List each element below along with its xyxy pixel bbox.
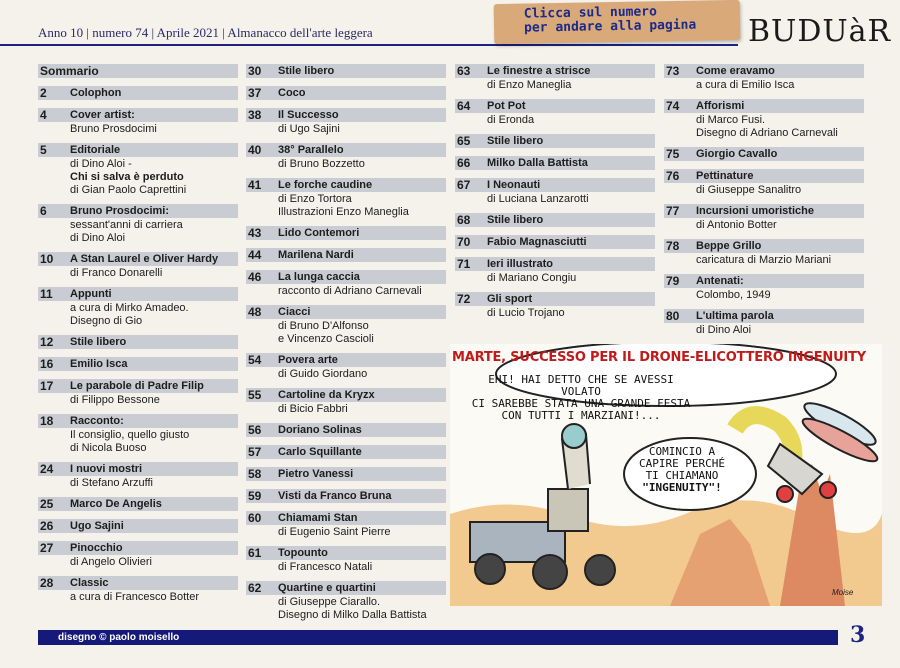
toc-entry-subtitle: Disegno di Milko Dalla Battista (278, 609, 427, 621)
page-number-link[interactable]: 75 (666, 147, 680, 161)
toc-entry-subtitle: di Nicola Buoso (70, 442, 147, 454)
toc-column-3 (455, 63, 655, 326)
toc-column-4 (664, 63, 864, 343)
toc-entry[interactable] (38, 251, 238, 280)
toc-entry[interactable] (38, 203, 238, 245)
page-number-link[interactable]: 74 (666, 99, 680, 113)
page-number-link[interactable]: 58 (248, 467, 262, 481)
note-line-1: Clicca sul numero (523, 4, 658, 22)
toc-entry[interactable] (38, 334, 238, 350)
toc-entry[interactable] (455, 133, 655, 149)
toc-entry[interactable] (455, 291, 655, 320)
toc-entry-subtitle: di Franco Donarelli (70, 267, 163, 279)
page-number-link[interactable]: 17 (40, 379, 54, 393)
toc-entry[interactable] (38, 286, 238, 328)
toc-entry[interactable] (246, 225, 446, 241)
top-rule (0, 44, 738, 46)
toc-entry[interactable] (664, 146, 864, 162)
toc-entry[interactable] (246, 352, 446, 381)
toc-entry-title: Appunti (70, 288, 112, 300)
toc-entry-title: I Neonauti (487, 179, 541, 191)
toc-entry[interactable] (455, 98, 655, 127)
toc-entry[interactable] (246, 488, 446, 504)
bubble-1-line: CI SAREBBE STATA UNA GRANDE FESTA (471, 397, 691, 410)
toc-entry-title: Incursioni umoristiche (696, 205, 814, 217)
toc-entry-subtitle: Bruno Prosdocimi (70, 123, 157, 135)
toc-entry-subtitle: di Mariano Congiu (487, 272, 577, 284)
note-line-2: per andare alla pagina (523, 17, 697, 36)
toc-entry[interactable] (455, 234, 655, 250)
toc-entry-subtitle: Disegno di Gio (70, 315, 143, 327)
toc-entry-title: Gli sport (487, 293, 533, 305)
toc-entry-title: Visti da Franco Bruna (278, 490, 392, 502)
toc-entry[interactable] (664, 168, 864, 197)
toc-entry-title: Fabio Magnasciutti (487, 236, 587, 248)
toc-entry[interactable] (38, 378, 238, 407)
page-number-link[interactable]: 24 (40, 462, 54, 476)
toc-entry-title: Le parabole di Padre Filip (70, 380, 204, 392)
toc-entry-title: A Stan Laurel e Oliver Hardy (70, 253, 219, 265)
toc-entry-title: Stile libero (70, 336, 127, 348)
toc-entry-title: Ciacci (278, 306, 311, 318)
toc-entry-title: Pinocchio (70, 542, 123, 554)
toc-entry-subtitle: Il consiglio, quello giusto (70, 429, 190, 441)
toc-entry-title: Lido Contemori (278, 227, 360, 239)
toc-entry[interactable] (38, 518, 238, 534)
toc-entry[interactable] (38, 107, 238, 136)
toc-entry-subtitle: di Bicio Fabbri (278, 403, 348, 415)
toc-entry-title: Ugo Sajini (70, 520, 124, 532)
toc-entry[interactable] (246, 580, 446, 622)
toc-column-1 (38, 63, 238, 610)
bubble-1-line: CON TUTTI I MARZIANI!... (501, 409, 661, 422)
page-number-link[interactable]: 60 (248, 511, 262, 525)
toc-entry[interactable] (246, 247, 446, 263)
toc-entry[interactable] (664, 273, 864, 302)
page-number-link[interactable]: 11 (40, 287, 53, 301)
toc-entry-subtitle: a cura di Mirko Amadeo. (70, 302, 189, 314)
toc-entry-title: Coco (278, 87, 306, 99)
bubble-2-line: CAPIRE PERCHÉ (638, 457, 726, 470)
bubble-2-line (620, 482, 744, 494)
toc-entry-subtitle: a cura di Emilio Isca (696, 79, 795, 91)
toc-entry-subtitle: di Eugenio Saint Pierre (278, 526, 391, 538)
toc-entry-title: Stile libero (278, 65, 335, 77)
toc-entry[interactable] (664, 308, 864, 337)
toc-entry-subtitle: caricatura di Marzio Mariani (696, 254, 832, 266)
page-number-link[interactable]: 2 (40, 86, 47, 100)
toc-entry[interactable] (664, 98, 864, 140)
page-number-link[interactable]: 71 (457, 257, 471, 271)
toc-entry-title: L'ultima parola (696, 310, 774, 322)
bubble-2-line: COMINCIO A (648, 445, 716, 458)
toc-entry[interactable] (455, 256, 655, 285)
toc-entry-title: Bruno Prosdocimi: (70, 205, 170, 217)
issue-line: Anno 10 | numero 74 | Aprile 2021 | Almanacco dell'arte leggera (38, 25, 373, 40)
page-number-link[interactable]: 65 (457, 134, 471, 148)
toc-entry-subtitle: di Bruno Bozzetto (278, 158, 365, 170)
toc-entry-title: Classic (70, 577, 109, 589)
page-number-link[interactable]: 4 (40, 108, 47, 122)
toc-entry-title: 38° Parallelo (278, 144, 344, 156)
toc-entry[interactable] (455, 155, 655, 171)
toc-entry-title: Marilena Nardi (278, 249, 354, 261)
toc-entry-subtitle: di Guido Giordano (278, 368, 368, 380)
speech-bubble-2 (620, 446, 744, 494)
cartoon-title: MARTE, SUCCESSO PER IL DRONE-ELICOTTERO INGENUITY (452, 350, 866, 365)
page-number-link[interactable]: 55 (248, 388, 262, 402)
toc-entry-title: Pietro Vanessi (278, 468, 354, 480)
page-number-link[interactable]: 56 (248, 423, 262, 437)
toc-entry[interactable] (246, 142, 446, 171)
toc-entry-subtitle: Chi si salva è perduto (70, 171, 184, 183)
toc-entry-title: Stile libero (487, 135, 544, 147)
page-number-link[interactable]: 48 (248, 305, 262, 319)
page-number-link[interactable]: 30 (248, 64, 262, 78)
toc-column-2 (246, 63, 446, 628)
page-number-link[interactable]: 40 (248, 143, 262, 157)
toc-entry-title: Carlo Squillante (278, 446, 362, 458)
magazine-logo: BUDUàR (748, 14, 892, 49)
bubble-2-line: TI CHIAMANO (645, 469, 719, 482)
toc-entry-title: Milko Dalla Battista (487, 157, 588, 169)
navigation-note (494, 0, 741, 44)
page-number-link[interactable]: 78 (666, 239, 680, 253)
toc-entry-subtitle: di Dino Aloi - (70, 158, 132, 170)
toc-entry-subtitle: sessant'anni di carriera (70, 219, 183, 231)
toc-entry[interactable] (246, 85, 446, 101)
toc-heading (38, 63, 238, 79)
toc-entry[interactable] (38, 461, 238, 490)
toc-entry-title: Editoriale (70, 144, 121, 156)
toc-entry-subtitle: di Antonio Botter (696, 219, 777, 231)
toc-entry-subtitle: di Angelo Olivieri (70, 556, 152, 568)
page-number-link[interactable]: 73 (666, 64, 680, 78)
page-number-link[interactable]: 38 (248, 108, 262, 122)
toc-entry[interactable] (455, 177, 655, 206)
toc-entry-subtitle: a cura di Francesco Botter (70, 591, 200, 603)
toc-entry-title: Antenati: (696, 275, 744, 287)
toc-entry-title: Pot Pot (487, 100, 526, 112)
toc-entry[interactable] (246, 63, 446, 79)
toc-entry-subtitle: Disegno di Adriano Carnevali (696, 127, 838, 139)
toc-entry-subtitle: di Enzo Tortora (278, 193, 352, 205)
toc-entry-title: Ieri illustrato (487, 258, 554, 270)
toc-entry[interactable] (246, 466, 446, 482)
page-number-link[interactable]: 10 (40, 252, 54, 266)
footer-credit: disegno © paolo moisello (58, 632, 180, 643)
page-number-link[interactable]: 28 (40, 576, 54, 590)
page-number-link[interactable]: 43 (248, 226, 262, 240)
toc-entry-title: Doriano Solinas (278, 424, 362, 436)
toc-entry-title: Le forche caudine (278, 179, 373, 191)
toc-entry-title: Giorgio Cavallo (696, 148, 778, 160)
toc-entry-subtitle: di Dino Aloi (70, 232, 126, 244)
toc-entry[interactable] (246, 444, 446, 460)
page-number-link[interactable]: 62 (248, 581, 262, 595)
page-number: 3 (850, 622, 866, 648)
page-number-link[interactable]: 44 (248, 248, 262, 262)
toc-entry-title: Topounto (278, 547, 328, 559)
page-number-link[interactable]: 5 (40, 143, 47, 157)
toc-entry[interactable] (664, 238, 864, 267)
page-number-link[interactable]: 59 (248, 489, 262, 503)
toc-entry[interactable] (246, 107, 446, 136)
artist-signature: Moise (832, 588, 854, 597)
toc-entry-title: La lunga caccia (278, 271, 360, 283)
toc-entry-title: Marco De Angelis (70, 498, 162, 510)
page-number-link[interactable]: 76 (666, 169, 680, 183)
page-number-link[interactable]: 41 (248, 178, 262, 192)
toc-entry-title: Stile libero (487, 214, 544, 226)
toc-entry-title: Beppe Grillo (696, 240, 762, 252)
page-number-link[interactable]: 80 (666, 309, 680, 323)
toc-entry-subtitle: di Filippo Bessone (70, 394, 160, 406)
toc-entry-title: Come eravamo (696, 65, 775, 77)
toc-entry[interactable] (455, 63, 655, 92)
toc-entry-subtitle: di Stefano Arzuffi (70, 477, 153, 489)
page-number-link[interactable]: 64 (457, 99, 471, 113)
toc-entry-title: Povera arte (278, 354, 338, 366)
toc-entry-subtitle: di Ugo Sajini (278, 123, 340, 135)
toc-entry[interactable] (455, 212, 655, 228)
toc-entry-subtitle: di Enzo Maneglia (487, 79, 572, 91)
page-number-link[interactable]: 26 (40, 519, 54, 533)
page-number-link[interactable]: 46 (248, 270, 262, 284)
page-number-link[interactable]: 68 (457, 213, 471, 227)
toc-entry[interactable] (38, 85, 238, 101)
toc-entry-subtitle: racconto di Adriano Carnevali (278, 285, 422, 297)
toc-entry[interactable] (246, 304, 446, 346)
page-number-link[interactable]: 57 (248, 445, 262, 459)
footer-bar (38, 630, 838, 645)
page-number-link[interactable]: 67 (457, 178, 471, 192)
toc-entry-title: Cartoline da Kryzx (278, 389, 375, 401)
page-number-link[interactable]: 72 (457, 292, 471, 306)
page-number-link[interactable]: 6 (40, 204, 47, 218)
toc-entry[interactable] (38, 356, 238, 372)
page-number-link[interactable]: 12 (40, 335, 54, 349)
toc-entry-title: Emilio Isca (70, 358, 128, 370)
page-number-link[interactable]: 27 (40, 541, 54, 555)
toc-entry-subtitle: di Francesco Natali (278, 561, 373, 573)
toc-entry-subtitle: di Bruno D'Alfonso (278, 320, 369, 332)
toc-entry[interactable] (246, 387, 446, 416)
toc-entry[interactable] (38, 575, 238, 604)
toc-entry-title: Le finestre a strisce (487, 65, 591, 77)
toc-entry-title: Cover artist: (70, 109, 135, 121)
toc-entry-subtitle: di Lucio Trojano (487, 307, 565, 319)
toc-entry[interactable] (664, 203, 864, 232)
toc-entry-subtitle: Colombo, 1949 (696, 289, 771, 301)
toc-entry-title: Chiamami Stan (278, 512, 358, 524)
toc-entry-subtitle: Illustrazioni Enzo Maneglia (278, 206, 409, 218)
toc-entry[interactable] (246, 422, 446, 438)
speech-bubble-1 (466, 374, 696, 422)
toc-entry-title: Racconto: (70, 415, 124, 427)
toc-title: Sommario (40, 64, 99, 78)
bubble-1-line: EHI! HAI DETTO CHE SE AVESSI VOLATO (488, 373, 674, 398)
toc-entry[interactable] (664, 63, 864, 92)
toc-entry-subtitle: di Gian Paolo Caprettini (70, 184, 187, 196)
page-number-link[interactable]: 61 (248, 546, 262, 560)
toc-entry-title: Il Successo (278, 109, 339, 121)
toc-entry-title: Colophon (70, 87, 122, 99)
page-number-link[interactable]: 37 (248, 86, 262, 100)
page-number-link[interactable]: 18 (40, 414, 54, 428)
page-number-link[interactable]: 66 (457, 156, 471, 170)
toc-entry-subtitle: di Eronda (487, 114, 535, 126)
toc-entry[interactable] (246, 177, 446, 219)
toc-entry-subtitle: di Dino Aloi (696, 324, 752, 336)
toc-entry[interactable] (38, 496, 238, 512)
toc-entry-title: I nuovi mostri (70, 463, 143, 475)
page-number-link[interactable]: 63 (457, 64, 471, 78)
page-number-link[interactable]: 77 (666, 204, 680, 218)
toc-entry-subtitle: di Luciana Lanzarotti (487, 193, 589, 205)
toc-entry-subtitle: di Giuseppe Sanalitro (696, 184, 802, 196)
toc-entry-title: Afforismi (696, 100, 745, 112)
toc-entry-subtitle: e Vincenzo Cascioli (278, 333, 374, 345)
toc-entry-subtitle: di Giuseppe Ciarallo. (278, 596, 381, 608)
toc-entry-title: Pettinature (696, 170, 754, 182)
page-number-link[interactable]: 54 (248, 353, 262, 367)
toc-entry[interactable] (246, 269, 446, 298)
bubble-2-emphasis: "INGENUITY"! (642, 481, 722, 494)
toc-entry-subtitle: di Marco Fusi. (696, 114, 766, 126)
toc-entry[interactable] (246, 545, 446, 574)
toc-entry[interactable] (38, 540, 238, 569)
page-number-link[interactable]: 25 (40, 497, 54, 511)
toc-entry[interactable] (38, 413, 238, 455)
page-number-link[interactable]: 79 (666, 274, 680, 288)
toc-entry-title: Quartine e quartini (278, 582, 376, 594)
toc-entry[interactable] (246, 510, 446, 539)
page-number-link[interactable]: 16 (40, 357, 54, 371)
toc-entry[interactable] (38, 142, 238, 197)
page-number-link[interactable]: 70 (457, 235, 471, 249)
